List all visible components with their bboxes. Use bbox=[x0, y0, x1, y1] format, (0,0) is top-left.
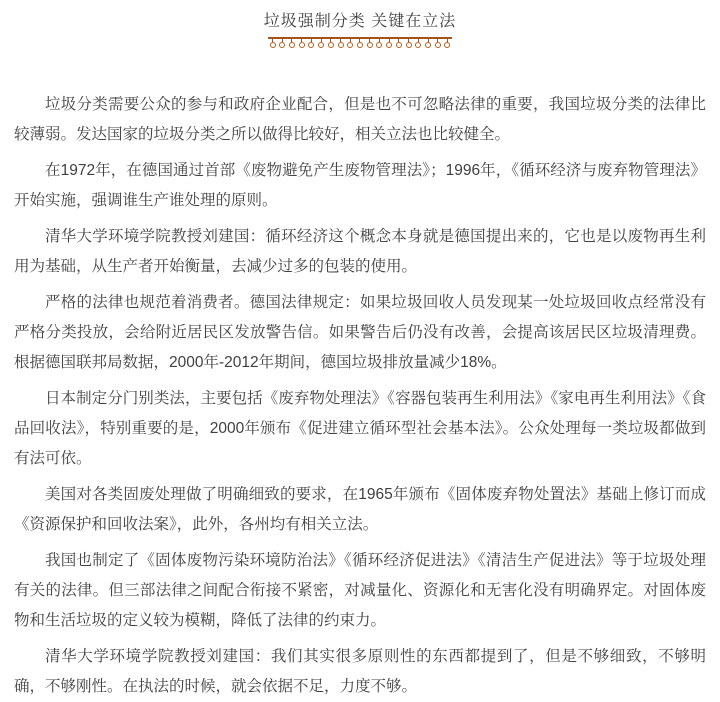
lantern-ornament-icon bbox=[356, 39, 363, 48]
article-header bbox=[0, 0, 720, 48]
lantern-ornament-icon bbox=[298, 39, 305, 48]
lantern-ornament-icon bbox=[434, 39, 441, 48]
paragraph: 美国对各类固废处理做了明确细致的要求，在1965年颁布《固体废弃物处置法》基础上修订而成《资源保护和回收法案》，此外，各州均有相关立法。 bbox=[14, 486, 706, 533]
lantern-ornament-icon bbox=[376, 39, 383, 48]
page-title: 垃圾强制分类 关键在立法 bbox=[263, 13, 457, 30]
paragraph: 清华大学环境学院教授刘建国：循环经济这个概念本身就是德国提出来的，它也是以废物再生利用为基础，从生产者开始衡量，去减少过多的包装的使用。 bbox=[14, 228, 706, 275]
lantern-ornament-icon bbox=[425, 39, 432, 48]
paragraph: 清华大学环境学院教授刘建国：我们其实很多原则性的东西都提到了，但是不够细致，不够明确，不够刚性。在执法的时候，就会依据不足，力度不够。 bbox=[14, 648, 706, 695]
lantern-ornament-icon bbox=[269, 39, 276, 48]
lantern-ornament-icon bbox=[318, 39, 325, 48]
lantern-ornament-icon bbox=[347, 39, 354, 48]
lantern-ornament-icon bbox=[337, 39, 344, 48]
paragraph: 垃圾分类需要公众的参与和政府企业配合，但是也不可忽略法律的重要，我国垃圾分类的法律比较薄弱。发达国家的垃圾分类之所以做得比较好，相关立法也比较健全。 bbox=[14, 96, 706, 143]
lantern-ornament-icon bbox=[366, 39, 373, 48]
paragraph: 严格的法律也规范着消费者。德国法律规定：如果垃圾回收人员发现某一处垃圾回收点经常没有严格分类投放，会给附近居民区发放警告信。如果警告后仍没有改善，会提高该居民区垃圾清理费。根据德国联邦局数据，2000年-2012年期间，德国垃圾排放量减少18%。 bbox=[14, 294, 706, 371]
lantern-ornament-icon bbox=[288, 39, 295, 48]
lantern-ornament-icon bbox=[308, 39, 315, 48]
lantern-ornament-icon bbox=[386, 39, 393, 48]
paragraph: 日本制定分门别类法，主要包括《废弃物处理法》《容器包装再生利用法》《家电再生利用法》《食品回收法》，特别重要的是，2000年颁布《促进建立循环型社会基本法》。公众处理每一类垃圾都做到有法可依。 bbox=[14, 390, 706, 467]
paragraph: 在1972年，在德国通过首部《废物避免产生废物管理法》；1996年，《循环经济与废弃物管理法》开始实施，强调谁生产谁处理的原则。 bbox=[14, 162, 706, 209]
article-body bbox=[0, 48, 720, 702]
lantern-ornament-icon bbox=[405, 39, 412, 48]
lantern-ornament-icon bbox=[395, 39, 402, 48]
lantern-ornament-icon bbox=[279, 39, 286, 48]
lantern-ornament-icon bbox=[444, 39, 451, 48]
paragraph: 我国也制定了《固体废物污染环境防治法》《循环经济促进法》《清洁生产促进法》等于垃圾处理有关的法律。但三部法律之间配合衔接不紧密，对减量化、资源化和无害化没有明确界定。对固体废物和生活垃圾的定义较为模糊，降低了法律的约束力。 bbox=[14, 552, 706, 629]
lantern-ornament-icon bbox=[327, 39, 334, 48]
lantern-ornament-icon bbox=[415, 39, 422, 48]
title-ornament-row bbox=[268, 37, 452, 48]
